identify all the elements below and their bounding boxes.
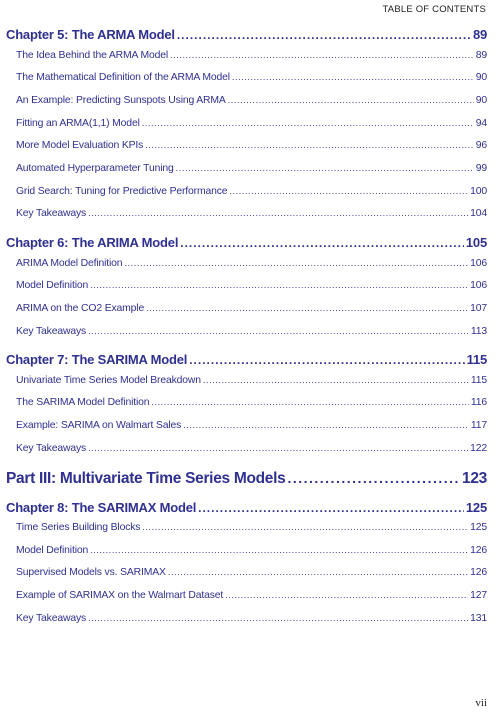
toc-entry-page: 126 [470, 567, 487, 579]
dot-leader [198, 501, 464, 515]
dot-leader [90, 280, 468, 290]
toc-entry-title: Key Takeaways [16, 325, 87, 337]
toc-entry-title: Key Takeaways [16, 208, 87, 220]
toc-entry-page: 107 [470, 302, 487, 314]
dot-leader [170, 50, 474, 60]
toc-entry-page: 100 [470, 185, 487, 197]
toc-entry-page: 113 [470, 325, 487, 337]
toc-entry-title: Chapter 6: The ARIMA Model [6, 235, 179, 250]
toc-section-entry[interactable] [6, 545, 487, 568]
dot-leader [229, 186, 468, 196]
dot-leader [180, 236, 464, 250]
toc-entry-title: Key Takeaways [16, 612, 87, 624]
dot-leader [88, 443, 468, 453]
toc-section-entry[interactable] [6, 375, 487, 398]
toc-chapter-entry[interactable] [6, 27, 487, 50]
toc-entry-page: 115 [470, 374, 487, 386]
toc-entry-title: Part III: Multivariate Time Series Models [6, 469, 286, 487]
toc-entry-page: 89 [472, 27, 487, 42]
dot-leader [177, 28, 471, 42]
toc-entry-page: 125 [465, 499, 487, 515]
toc-section-entry[interactable] [6, 522, 487, 545]
toc-entry-title: The Idea Behind the ARMA Model [16, 49, 169, 61]
toc-section-entry[interactable] [6, 72, 487, 95]
toc-section-entry[interactable] [6, 258, 487, 281]
toc-entry-page: 123 [462, 469, 487, 487]
page-number: vii [475, 697, 487, 709]
toc-entry-page: 116 [470, 397, 487, 409]
toc-entry-page: 105 [465, 235, 487, 250]
toc-entry-title: Automated Hyperparameter Tuning [16, 162, 174, 174]
toc-entry-title: An Example: Predicting Sunspots Using ARMA [16, 94, 226, 106]
dot-leader [124, 258, 468, 268]
toc-section-entry[interactable] [6, 140, 487, 163]
toc-entry-title: The SARIMA Model Definition [16, 397, 150, 409]
table-of-contents [6, 27, 487, 635]
dot-leader [203, 375, 469, 385]
dot-leader [168, 567, 468, 577]
toc-entry-title: Time Series Building Blocks [16, 522, 141, 533]
dot-leader [88, 613, 468, 623]
dot-leader [88, 326, 469, 336]
toc-entry-title: ARIMA Model Definition [16, 257, 123, 269]
toc-chapter-entry[interactable] [6, 500, 487, 523]
toc-section-entry[interactable] [6, 420, 487, 443]
toc-entry-page: 99 [475, 162, 487, 174]
toc-section-entry[interactable] [6, 397, 487, 420]
toc-entry-title: Chapter 5: The ARMA Model [6, 27, 175, 42]
toc-entry-title: Univariate Time Series Model Breakdown [16, 374, 201, 386]
toc-section-entry[interactable] [6, 303, 487, 326]
toc-entry-title: Model Definition [16, 544, 89, 556]
toc-entry-page: 125 [470, 522, 487, 533]
toc-section-entry[interactable] [6, 443, 487, 466]
toc-entry-title: Model Definition [16, 280, 89, 292]
dot-leader [287, 470, 460, 486]
toc-section-entry[interactable] [6, 118, 487, 141]
toc-entry-title: More Model Evaluation KPIs [16, 140, 144, 152]
toc-section-entry[interactable] [6, 95, 487, 118]
toc-entry-page: 104 [470, 208, 487, 220]
toc-entry-page: 94 [475, 117, 487, 129]
dot-leader [142, 118, 474, 128]
toc-section-entry[interactable] [6, 613, 487, 636]
toc-section-entry[interactable] [6, 326, 487, 349]
dot-leader [183, 420, 469, 430]
dot-leader [88, 208, 468, 218]
toc-entry-page: 131 [470, 612, 487, 624]
toc-entry-title: Supervised Models vs. SARIMAX [16, 567, 166, 579]
toc-entry-title: Chapter 7: The SARIMA Model [6, 352, 188, 368]
dot-leader [228, 95, 474, 105]
toc-entry-title: Fitting an ARMA(1,1) Model [16, 117, 140, 129]
dot-leader [189, 353, 464, 367]
toc-entry-title: The Mathematical Definition of the ARMA Model [16, 72, 230, 84]
toc-chapter-entry[interactable] [6, 352, 487, 375]
toc-entry-page: 106 [470, 257, 487, 269]
toc-section-entry[interactable] [6, 163, 487, 186]
toc-entry-title: Grid Search: Tuning for Predictive Performance [16, 185, 228, 197]
dot-leader [90, 545, 468, 555]
toc-entry-title: Example: SARIMA on Walmart Sales [16, 420, 182, 432]
toc-entry-page: 89 [475, 49, 487, 61]
toc-part-entry[interactable] [6, 470, 487, 496]
toc-entry-title: Key Takeaways [16, 442, 87, 454]
dot-leader [151, 397, 468, 407]
toc-entry-page: 96 [475, 140, 487, 152]
dot-leader [232, 72, 474, 82]
toc-entry-title: Example of SARIMAX on the Walmart Dataset [16, 590, 224, 602]
toc-section-entry[interactable] [6, 186, 487, 209]
toc-section-entry[interactable] [6, 590, 487, 613]
toc-entry-page: 90 [475, 72, 487, 84]
dot-leader [176, 163, 474, 173]
running-header: TABLE OF CONTENTS [382, 4, 486, 15]
toc-entry-page: 117 [470, 420, 487, 432]
toc-entry-page: 122 [470, 442, 487, 454]
toc-entry-page: 126 [470, 544, 487, 556]
toc-section-entry[interactable] [6, 208, 487, 231]
toc-entry-title: ARIMA on the CO2 Example [16, 302, 145, 314]
dot-leader [145, 140, 474, 150]
toc-section-entry[interactable] [6, 50, 487, 73]
toc-entry-page: 127 [470, 590, 487, 602]
toc-entry-page: 115 [466, 352, 487, 368]
toc-section-entry[interactable] [6, 567, 487, 590]
dot-leader [142, 522, 468, 532]
toc-entry-page: 106 [470, 280, 487, 292]
dot-leader [146, 303, 468, 313]
toc-chapter-entry[interactable] [6, 235, 487, 258]
toc-entry-title: Chapter 8: The SARIMAX Model [6, 499, 197, 515]
toc-section-entry[interactable] [6, 280, 487, 303]
toc-entry-page: 90 [475, 94, 487, 106]
dot-leader [225, 590, 468, 600]
